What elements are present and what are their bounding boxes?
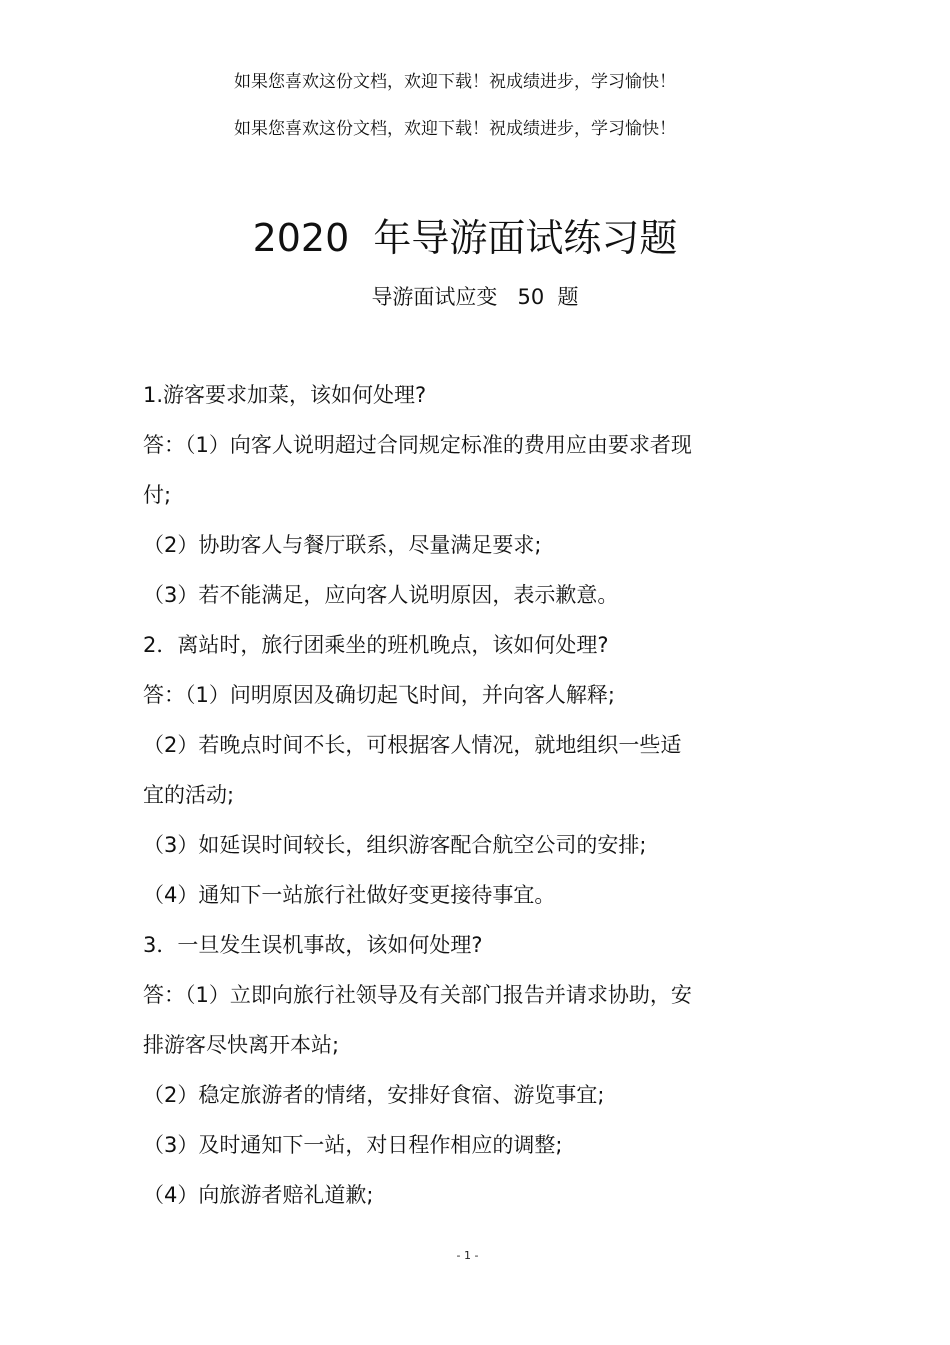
answer-line: （2）若晚点时间不长，可根据客人情况，就地组织一些适: [143, 733, 682, 757]
answer-line: （4）向旅游者赔礼道歉;: [143, 1183, 374, 1207]
header-slogan-line-2: 如果您喜欢这份文档，欢迎下载！祝成绩进步，学习愉快！: [234, 119, 676, 139]
document-body: [143, 370, 758, 1220]
answer-line: 宜的活动;: [143, 783, 235, 807]
question-line: 1.游客要求加菜，该如何处理?: [143, 383, 427, 407]
question-line: 2．离站时，旅行团乘坐的班机晚点，该如何处理?: [143, 633, 609, 657]
answer-line: 付;: [143, 483, 172, 507]
answer-line: 答：（1）立即向旅行社领导及有关部门报告并请求协助，安: [143, 983, 692, 1007]
header-slogan-line-1: 如果您喜欢这份文档，欢迎下载！祝成绩进步，学习愉快！: [234, 72, 676, 92]
answer-line: （4）通知下一站旅行社做好变更接待事宜。: [143, 883, 556, 907]
document-title: 2020 年导游面试练习题: [252, 216, 678, 260]
question-line: 3．一旦发生误机事故，该如何处理?: [143, 933, 483, 957]
answer-line: （3）及时通知下一站，对日程作相应的调整;: [143, 1133, 563, 1157]
answer-line: （3）若不能满足，应向客人说明原因，表示歉意。: [143, 583, 619, 607]
answer-line: （2）协助客人与餐厅联系，尽量满足要求;: [143, 533, 542, 557]
answer-line: 答：（1）向客人说明超过合同规定标准的费用应由要求者现: [143, 433, 692, 457]
answer-line: 排游客尽快离开本站;: [143, 1033, 340, 1057]
page-number: - 1 -: [456, 1249, 479, 1262]
document-subtitle: 导游面试应变 50 题: [371, 285, 579, 309]
answer-line: 答：（1）问明原因及确切起飞时间，并向客人解释;: [143, 683, 615, 707]
answer-line: （3）如延误时间较长，组织游客配合航空公司的安排;: [143, 833, 647, 857]
answer-line: （2）稳定旅游者的情绪，安排好食宿、游览事宜;: [143, 1083, 605, 1107]
